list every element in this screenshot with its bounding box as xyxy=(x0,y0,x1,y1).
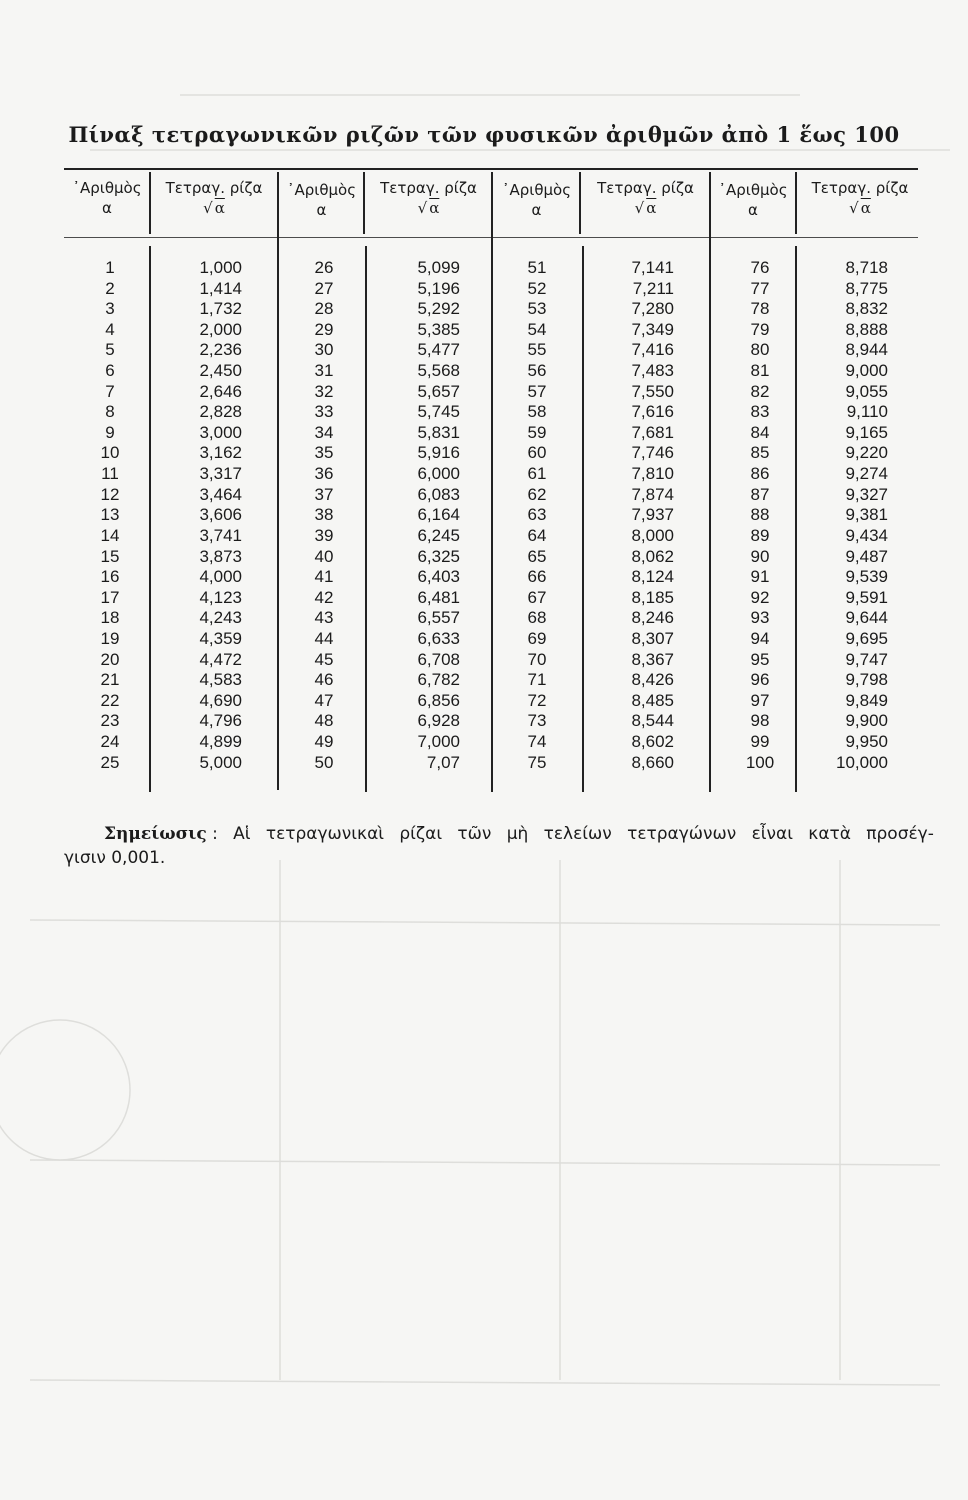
root-cell: 9,381 xyxy=(845,505,888,525)
root-cell: 9,000 xyxy=(845,361,888,381)
root-cell: 8,602 xyxy=(631,732,674,752)
number-cell: 82 xyxy=(750,381,770,401)
number-cell: 83 xyxy=(750,402,770,422)
footnote xyxy=(64,822,934,870)
root-cell: 6,164 xyxy=(417,505,460,525)
number-cell: 48 xyxy=(314,711,334,731)
number-cell: 79 xyxy=(750,319,770,339)
root-cell: 7,211 xyxy=(632,278,674,298)
root-column xyxy=(160,258,242,773)
number-cell: 28 xyxy=(314,299,334,319)
root-cell: 8,307 xyxy=(631,628,674,648)
number-cell: 73 xyxy=(527,711,547,731)
footnote-word: ρίζαι xyxy=(399,824,443,844)
footnote-line-2: γισιν 0,001. xyxy=(64,848,166,868)
number-cell: 10 xyxy=(100,443,120,463)
number-cell: 29 xyxy=(314,319,334,339)
number-cell: 36 xyxy=(314,464,334,484)
root-cell: 3,162 xyxy=(199,443,242,463)
root-column xyxy=(376,258,460,773)
footnote-word: τῶν xyxy=(457,824,492,844)
number-cell: 40 xyxy=(314,546,334,566)
number-cell: 92 xyxy=(750,587,770,607)
root-cell: 8,888 xyxy=(845,319,888,339)
header-number-label: ᾿Αριθμὸς xyxy=(286,181,357,199)
footnote-word: μὴ xyxy=(506,824,529,844)
number-cell: 47 xyxy=(314,690,334,710)
number-cell: 61 xyxy=(527,464,547,484)
number-cell: 71 xyxy=(527,670,547,690)
root-cell: 1,732 xyxy=(199,299,242,319)
root-cell: 7,483 xyxy=(631,361,674,381)
root-column xyxy=(592,258,674,773)
number-column xyxy=(303,258,345,773)
footnote-word: Αἱ xyxy=(233,824,251,844)
header-root xyxy=(582,178,709,218)
number-cell: 55 xyxy=(527,340,547,360)
root-cell: 9,950 xyxy=(845,732,888,752)
number-cell: 26 xyxy=(314,258,334,277)
footnote-word: τετραγωνικαὶ xyxy=(265,824,385,844)
number-cell: 51 xyxy=(527,258,547,277)
number-cell: 8 xyxy=(105,402,115,422)
root-cell: 1,414 xyxy=(199,278,242,298)
root-cell: 3,873 xyxy=(199,546,242,566)
divider-line xyxy=(149,246,151,792)
number-cell: 58 xyxy=(527,402,547,422)
root-cell: 6,083 xyxy=(417,484,460,504)
number-cell: 21 xyxy=(100,670,120,690)
root-cell: 8,544 xyxy=(631,711,674,731)
number-cell: 24 xyxy=(100,732,120,752)
root-cell: 9,747 xyxy=(845,649,888,669)
number-cell: 94 xyxy=(750,628,770,648)
root-cell: 5,292 xyxy=(417,299,460,319)
footnote-word: προσέγ- xyxy=(866,824,934,844)
number-cell: 31 xyxy=(314,361,334,381)
root-cell: 6,245 xyxy=(417,525,460,545)
header-number-symbol: α xyxy=(748,201,758,219)
header-number-label: ᾿Αριθμὸς xyxy=(501,181,572,199)
number-cell: 91 xyxy=(750,567,770,587)
header-root xyxy=(797,178,923,218)
footnote-lead: Σημείωσις : xyxy=(104,824,218,844)
root-cell: 5,099 xyxy=(417,258,460,277)
number-cell: 57 xyxy=(527,381,547,401)
number-cell: 52 xyxy=(527,278,547,298)
root-cell: 3,317 xyxy=(199,464,242,484)
root-cell: 5,657 xyxy=(417,381,460,401)
number-cell: 32 xyxy=(314,381,334,401)
root-cell: 8,185 xyxy=(631,587,674,607)
footnote-word: τελείων xyxy=(543,824,612,844)
root-cell: 6,633 xyxy=(417,628,460,648)
root-cell: 8,718 xyxy=(845,258,888,277)
number-cell: 70 xyxy=(527,649,547,669)
number-cell: 90 xyxy=(750,546,770,566)
number-cell: 75 xyxy=(527,752,547,772)
root-cell: 9,434 xyxy=(845,525,888,545)
number-cell: 11 xyxy=(101,464,119,484)
divider-line xyxy=(795,246,797,792)
header-number-symbol: α xyxy=(531,201,542,219)
number-cell: 43 xyxy=(314,608,334,628)
root-cell: 8,485 xyxy=(631,690,674,710)
root-cell: 9,165 xyxy=(845,422,888,442)
root-cell: 8,660 xyxy=(631,752,674,772)
header-root-label: Τετραγ. ρίζα xyxy=(380,179,477,197)
footnote-word: εἶναι xyxy=(751,824,793,844)
number-cell: 9 xyxy=(105,422,115,442)
number-cell: 80 xyxy=(750,340,770,360)
root-cell: 3,000 xyxy=(199,422,242,442)
header-number-symbol: α xyxy=(316,201,327,219)
number-cell: 45 xyxy=(314,649,334,669)
root-cell: 7,550 xyxy=(631,381,674,401)
root-cell: 5,745 xyxy=(417,402,460,422)
root-cell: 2,450 xyxy=(199,361,242,381)
number-cell: 64 xyxy=(527,525,547,545)
number-cell: 95 xyxy=(750,649,770,669)
number-cell: 44 xyxy=(314,628,334,648)
header-number-label: ᾿Αριθμὸς xyxy=(72,179,142,197)
number-cell: 63 xyxy=(527,505,547,525)
number-cell: 53 xyxy=(527,299,547,319)
number-cell: 30 xyxy=(314,340,334,360)
root-cell: 2,646 xyxy=(199,381,242,401)
page-title: Πίναξ τετραγωνικῶν ριζῶν τῶν φυσικῶν ἀριθμῶν ἀπὸ 1 ἕως 100 xyxy=(68,122,900,147)
root-cell: 1,000 xyxy=(199,258,242,277)
number-cell: 77 xyxy=(750,278,770,298)
number-cell: 19 xyxy=(100,628,120,648)
root-cell: 4,899 xyxy=(199,732,242,752)
number-cell: 12 xyxy=(100,484,120,504)
root-cell: 8,367 xyxy=(631,649,674,669)
divider-line xyxy=(365,246,367,792)
root-cell: 9,274 xyxy=(845,464,888,484)
number-cell: 74 xyxy=(527,732,547,752)
root-column xyxy=(806,258,888,773)
root-cell: 4,472 xyxy=(199,649,242,669)
number-cell: 81 xyxy=(750,361,770,381)
number-cell: 87 xyxy=(750,484,770,504)
root-cell: 7,681 xyxy=(631,422,674,442)
root-cell: 6,856 xyxy=(417,690,460,710)
header-number-symbol: α xyxy=(102,199,112,217)
root-cell: 9,900 xyxy=(845,711,888,731)
root-cell: 9,539 xyxy=(845,567,888,587)
number-cell: 66 xyxy=(527,567,547,587)
number-cell: 22 xyxy=(100,690,120,710)
root-cell: 7,810 xyxy=(631,464,674,484)
header-number xyxy=(711,180,795,220)
root-cell: 4,690 xyxy=(199,690,242,710)
root-cell: 5,385 xyxy=(417,319,460,339)
number-cell: 38 xyxy=(314,505,334,525)
number-cell: 62 xyxy=(527,484,547,504)
number-column xyxy=(516,258,558,773)
header-number-label: ᾿Αριθμὸς xyxy=(718,181,788,199)
number-cell: 34 xyxy=(314,422,334,442)
number-column xyxy=(737,258,783,773)
root-cell: 6,403 xyxy=(417,567,460,587)
number-cell: 2 xyxy=(105,278,115,298)
root-cell: 7,349 xyxy=(631,319,674,339)
root-cell: 9,055 xyxy=(845,381,888,401)
number-cell: 100 xyxy=(745,752,775,772)
root-cell: 4,583 xyxy=(199,670,242,690)
root-cell: 7,937 xyxy=(631,505,674,525)
root-cell: 5,000 xyxy=(199,752,242,772)
number-cell: 78 xyxy=(750,299,770,319)
root-cell: 7,000 xyxy=(417,732,460,752)
number-cell: 27 xyxy=(314,278,334,298)
root-cell: 5,196 xyxy=(417,278,460,298)
root-cell: 8,124 xyxy=(631,567,674,587)
root-cell: 8,246 xyxy=(631,608,674,628)
root-cell: 6,000 xyxy=(417,464,460,484)
header-number xyxy=(279,180,364,220)
root-cell: 3,606 xyxy=(199,505,242,525)
root-cell: 7,07 xyxy=(426,752,460,772)
number-cell: 89 xyxy=(750,525,770,545)
root-cell: 8,062 xyxy=(631,546,674,566)
number-cell: 41 xyxy=(314,567,334,587)
divider-line xyxy=(582,246,584,792)
number-cell: 49 xyxy=(314,732,334,752)
root-cell: 7,616 xyxy=(631,402,674,422)
root-cell: 7,874 xyxy=(631,484,674,504)
number-cell: 15 xyxy=(100,546,120,566)
root-cell: 8,775 xyxy=(845,278,888,298)
footnote-word: τετραγώνων xyxy=(627,824,737,844)
number-cell: 14 xyxy=(100,525,120,545)
root-cell: 4,000 xyxy=(199,567,242,587)
number-cell: 56 xyxy=(527,361,547,381)
root-cell: 5,568 xyxy=(417,361,460,381)
number-column xyxy=(90,258,130,773)
root-cell: 8,944 xyxy=(845,340,888,360)
number-cell: 68 xyxy=(527,608,547,628)
number-cell: 54 xyxy=(527,319,547,339)
root-cell: 2,828 xyxy=(199,402,242,422)
header-root-symbol: √ α xyxy=(849,199,871,217)
number-cell: 69 xyxy=(527,628,547,648)
root-cell: 6,928 xyxy=(417,711,460,731)
number-cell: 3 xyxy=(105,299,115,319)
header-root-symbol: √ α xyxy=(634,199,657,217)
number-cell: 16 xyxy=(100,567,120,587)
number-cell: 72 xyxy=(527,690,547,710)
number-cell: 97 xyxy=(750,690,770,710)
root-cell: 4,796 xyxy=(199,711,242,731)
root-cell: 7,746 xyxy=(631,443,674,463)
number-cell: 50 xyxy=(314,752,334,772)
number-cell: 65 xyxy=(527,546,547,566)
number-cell: 13 xyxy=(100,505,120,525)
root-cell: 9,695 xyxy=(845,628,888,648)
root-cell: 6,325 xyxy=(417,546,460,566)
number-cell: 4 xyxy=(105,319,115,339)
number-cell: 76 xyxy=(750,258,770,277)
root-cell: 4,123 xyxy=(199,587,242,607)
number-cell: 46 xyxy=(314,670,334,690)
number-cell: 60 xyxy=(527,443,547,463)
root-cell: 9,591 xyxy=(845,587,888,607)
root-cell: 9,798 xyxy=(845,670,888,690)
root-cell: 8,000 xyxy=(631,525,674,545)
header-number xyxy=(493,180,580,220)
root-cell: 6,557 xyxy=(417,608,460,628)
number-cell: 35 xyxy=(314,443,334,463)
number-cell: 98 xyxy=(750,711,770,731)
number-cell: 7 xyxy=(105,381,115,401)
divider-line xyxy=(491,172,493,792)
root-cell: 4,243 xyxy=(199,608,242,628)
root-cell: 2,000 xyxy=(199,319,242,339)
header-number xyxy=(64,178,150,218)
number-cell: 20 xyxy=(100,649,120,669)
root-cell: 7,416 xyxy=(631,340,674,360)
number-cell: 17 xyxy=(100,587,120,607)
header-root-symbol: √ α xyxy=(203,199,225,217)
header-root xyxy=(366,178,491,218)
number-cell: 37 xyxy=(314,484,334,504)
header-root xyxy=(151,178,277,218)
header-root-label: Τετραγ. ρίζα xyxy=(811,179,909,197)
number-cell: 59 xyxy=(527,422,547,442)
root-cell: 5,477 xyxy=(417,340,460,360)
header-root-symbol: √ α xyxy=(417,199,440,217)
number-cell: 39 xyxy=(314,525,334,545)
number-cell: 42 xyxy=(314,587,334,607)
footnote-label: Σημείωσις xyxy=(104,824,207,844)
root-cell: 9,110 xyxy=(846,402,888,422)
number-cell: 6 xyxy=(105,361,115,381)
divider-line xyxy=(277,172,279,790)
header-root-label: Τετραγ. ρίζα xyxy=(165,179,263,197)
number-cell: 25 xyxy=(100,752,120,772)
root-cell: 5,831 xyxy=(417,422,460,442)
number-cell: 67 xyxy=(527,587,547,607)
root-cell: 7,141 xyxy=(631,258,674,277)
number-cell: 23 xyxy=(100,711,120,731)
root-cell: 5,916 xyxy=(417,443,460,463)
root-cell: 3,464 xyxy=(199,484,242,504)
root-cell: 8,426 xyxy=(631,670,674,690)
root-cell: 6,708 xyxy=(417,649,460,669)
number-cell: 99 xyxy=(750,732,770,752)
root-cell: 8,832 xyxy=(845,299,888,319)
number-cell: 93 xyxy=(750,608,770,628)
root-cell: 2,236 xyxy=(199,340,242,360)
number-cell: 96 xyxy=(750,670,770,690)
root-cell: 6,782 xyxy=(417,670,460,690)
root-cell: 9,487 xyxy=(845,546,888,566)
root-cell: 9,220 xyxy=(845,443,888,463)
header-root-label: Τετραγ. ρίζα xyxy=(597,179,694,197)
number-cell: 86 xyxy=(750,464,770,484)
footnote-line-1 xyxy=(64,822,934,846)
number-cell: 5 xyxy=(105,340,115,360)
root-cell: 6,481 xyxy=(417,587,460,607)
root-cell: 4,359 xyxy=(199,628,242,648)
footnote-word: κατὰ xyxy=(808,824,851,844)
divider-line xyxy=(709,172,711,792)
number-cell: 1 xyxy=(105,258,115,277)
number-cell: 88 xyxy=(750,505,770,525)
number-cell: 84 xyxy=(750,422,770,442)
number-cell: 85 xyxy=(750,443,770,463)
number-cell: 33 xyxy=(314,402,334,422)
root-cell: 9,644 xyxy=(845,608,888,628)
root-cell: 9,849 xyxy=(845,690,888,710)
root-cell: 7,280 xyxy=(631,299,674,319)
table-top-rule xyxy=(64,168,918,170)
number-cell: 18 xyxy=(100,608,120,628)
root-cell: 3,741 xyxy=(199,525,242,545)
root-cell: 9,327 xyxy=(845,484,888,504)
root-cell: 10,000 xyxy=(836,752,888,772)
